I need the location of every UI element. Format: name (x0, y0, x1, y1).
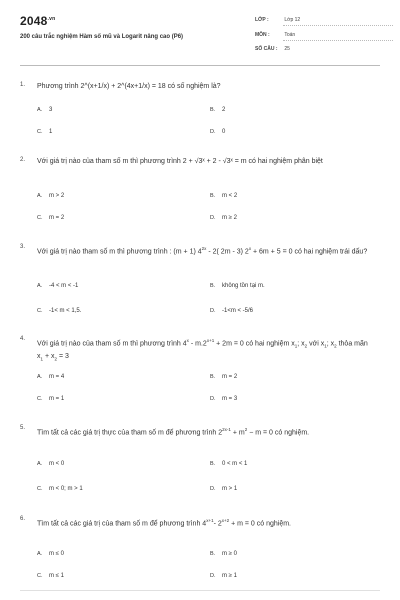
question-exponent: 2 (244, 427, 248, 432)
question-exponent: x+1 (206, 338, 215, 343)
option-text: 0 < m < 1 (222, 461, 248, 467)
option-label: B. (210, 551, 216, 557)
meta-count-value: 25 (284, 46, 290, 52)
question-number: 4. (20, 336, 26, 342)
option-a[interactable] (37, 283, 78, 289)
option-text: không tồn tại m. (222, 283, 265, 289)
option-c[interactable] (37, 308, 81, 314)
question-exponent: 2x-1 (222, 427, 231, 432)
question-exponent: x (186, 338, 189, 343)
option-c[interactable] (37, 573, 64, 579)
option-text: m < 0; m > 1 (49, 486, 83, 492)
option-text: -4 < m < -1 (49, 283, 79, 289)
option-a[interactable] (37, 193, 64, 199)
question-text-part: − m = 0 có nghiệm. (247, 429, 310, 437)
option-c[interactable] (37, 396, 64, 402)
option-a[interactable] (37, 551, 64, 557)
option-d[interactable] (210, 486, 237, 492)
option-a[interactable] (37, 461, 64, 467)
question-text-part: + 2m = 0 có hai nghiệm x (214, 340, 295, 348)
question-number: 1. (20, 82, 26, 88)
option-text: m = 1 (49, 396, 65, 402)
question-text: Với giá trị nào của tham số m thì phương trình 2 + √3ˣ + 2 - √3ˣ = m có hai nghiệm phân biệt (37, 158, 323, 165)
option-label: C. (37, 396, 43, 402)
question-text-part: Với giá trị nào của tham số m thì phương trình 4 (37, 340, 187, 348)
option-label: B. (210, 107, 216, 113)
question-text-part: + m (230, 429, 245, 437)
option-label: A. (37, 283, 43, 289)
meta-class-value: Lớp 12 (284, 17, 301, 23)
page-bottom-divider (20, 590, 380, 591)
option-c[interactable] (37, 129, 52, 135)
meta-divider (283, 40, 393, 41)
option-c[interactable] (37, 486, 83, 492)
question-text-part: ; x (326, 340, 335, 348)
option-text: m ≤ 1 (49, 573, 64, 579)
option-label: D. (210, 396, 216, 402)
question-text-part: + m = 0 có nghiệm. (229, 520, 292, 528)
option-label: B. (210, 461, 216, 467)
option-label: C. (37, 215, 43, 221)
option-text: m ≥ 0 (222, 551, 237, 557)
option-label: A. (37, 107, 43, 113)
question-exponent: x+1 (206, 518, 214, 523)
option-text: 0 (222, 129, 226, 135)
question-subscript: 2 (304, 343, 308, 349)
option-label: B. (210, 374, 216, 380)
option-b[interactable] (210, 107, 225, 113)
option-a[interactable] (37, 107, 52, 113)
option-b[interactable] (210, 283, 265, 289)
question-text (37, 425, 372, 438)
option-label: B. (210, 283, 216, 289)
header-rule (20, 65, 380, 66)
option-text: m < 2 (222, 193, 238, 199)
option-text: 2 (222, 107, 226, 113)
option-text: m < 0 (49, 461, 65, 467)
option-d[interactable] (210, 396, 237, 402)
meta-divider (283, 25, 393, 26)
option-text: m > 2 (49, 193, 65, 199)
question-text-part: + 6m + 5 = 0 có hai nghiệm trái dấu? (251, 248, 368, 256)
option-text: m = 4 (49, 374, 65, 380)
option-text: -1< m < 1,5. (49, 308, 82, 314)
question-exponent: x+2 (221, 518, 230, 523)
option-label: C. (37, 308, 43, 314)
question-text-part: = 3 (57, 352, 69, 360)
question-number: 3. (20, 244, 26, 250)
site-logo[interactable] (20, 14, 55, 28)
question-text (37, 336, 372, 364)
meta-count (255, 46, 290, 52)
question-text-part: - 2 (213, 520, 222, 528)
question-text-part: thỏa mãn x (37, 340, 368, 360)
question-number: 5. (20, 425, 26, 431)
meta-subject-value: Toán (284, 32, 296, 38)
option-text: 3 (49, 107, 53, 113)
option-text: m = 2 (49, 215, 65, 221)
meta-class-label: LỚP : (255, 17, 269, 23)
option-text: m ≤ 0 (49, 551, 64, 557)
question-text-part: với x (307, 340, 325, 348)
option-label: C. (37, 486, 43, 492)
question-subscript: 1 (294, 343, 298, 349)
option-label: D. (210, 215, 216, 221)
meta-subject-label: MÔN : (255, 32, 270, 38)
option-label: A. (37, 374, 43, 380)
option-text: m > 1 (222, 486, 238, 492)
option-label: A. (37, 193, 43, 199)
option-d[interactable] (210, 215, 237, 221)
question-text-part: - m.2 (188, 340, 207, 348)
option-label: D. (210, 129, 216, 135)
option-label: C. (37, 129, 43, 135)
option-a[interactable] (37, 374, 64, 380)
option-b[interactable] (210, 374, 237, 380)
option-b[interactable] (210, 551, 237, 557)
option-d[interactable] (210, 308, 253, 314)
question-text-part: ; x (297, 340, 305, 348)
question-text-part: Tìm tất cả các giá trị thực của tham số m để phương trình 2 (37, 429, 223, 437)
meta-count-label: SỐ CÂU : (255, 46, 278, 52)
logo-text: 2048 (20, 14, 48, 28)
option-text: m ≥ 2 (222, 215, 237, 221)
question-subscript: 1 (324, 343, 327, 349)
option-label: A. (37, 551, 43, 557)
option-text: -1<m < -5/6 (222, 308, 254, 314)
question-number: 6. (20, 516, 26, 522)
question-subscript: 2 (54, 356, 58, 362)
option-text: 1 (49, 129, 53, 135)
question-text-part: Với giá trị nào tham số m thì phương trình : (m + 1) 4 (37, 248, 202, 256)
question-exponent: x (248, 246, 252, 251)
question-text-part: + x (43, 352, 55, 360)
option-text: m ≥ 1 (222, 573, 237, 579)
document-header (0, 0, 400, 60)
question-subscript: 2 (334, 343, 337, 349)
option-label: D. (210, 308, 216, 314)
logo-suffix: .vn (47, 16, 56, 22)
option-label: B. (210, 193, 216, 199)
question-text (37, 516, 372, 529)
option-d[interactable] (210, 573, 237, 579)
question-text (37, 244, 372, 257)
question-text: Phương trình 2^(x+1/x) + 2^(4x+1/x) = 18 có số nghiệm là? (37, 83, 221, 90)
option-text: m = 2 (222, 374, 238, 380)
option-d[interactable] (210, 129, 225, 135)
question-subscript: 1 (40, 356, 44, 362)
option-label: C. (37, 573, 43, 579)
option-text: m = 3 (222, 396, 238, 402)
option-label: D. (210, 486, 216, 492)
question-text-part: - 2( 2m - 3) 2 (206, 248, 249, 256)
question-text-part: Tìm tất cả các giá trị của tham số m để phương trình 4 (37, 520, 207, 528)
option-c[interactable] (37, 215, 64, 221)
option-b[interactable] (210, 461, 247, 467)
option-label: A. (37, 461, 43, 467)
option-label: D. (210, 573, 216, 579)
meta-class (255, 17, 300, 23)
document-title: 200 câu trắc nghiệm Hàm số mũ và Logarit nâng cao (P6) (20, 34, 184, 40)
question-exponent: 2x (201, 246, 207, 251)
question-number: 2. (20, 157, 26, 163)
option-b[interactable] (210, 193, 237, 199)
meta-subject (255, 32, 295, 38)
